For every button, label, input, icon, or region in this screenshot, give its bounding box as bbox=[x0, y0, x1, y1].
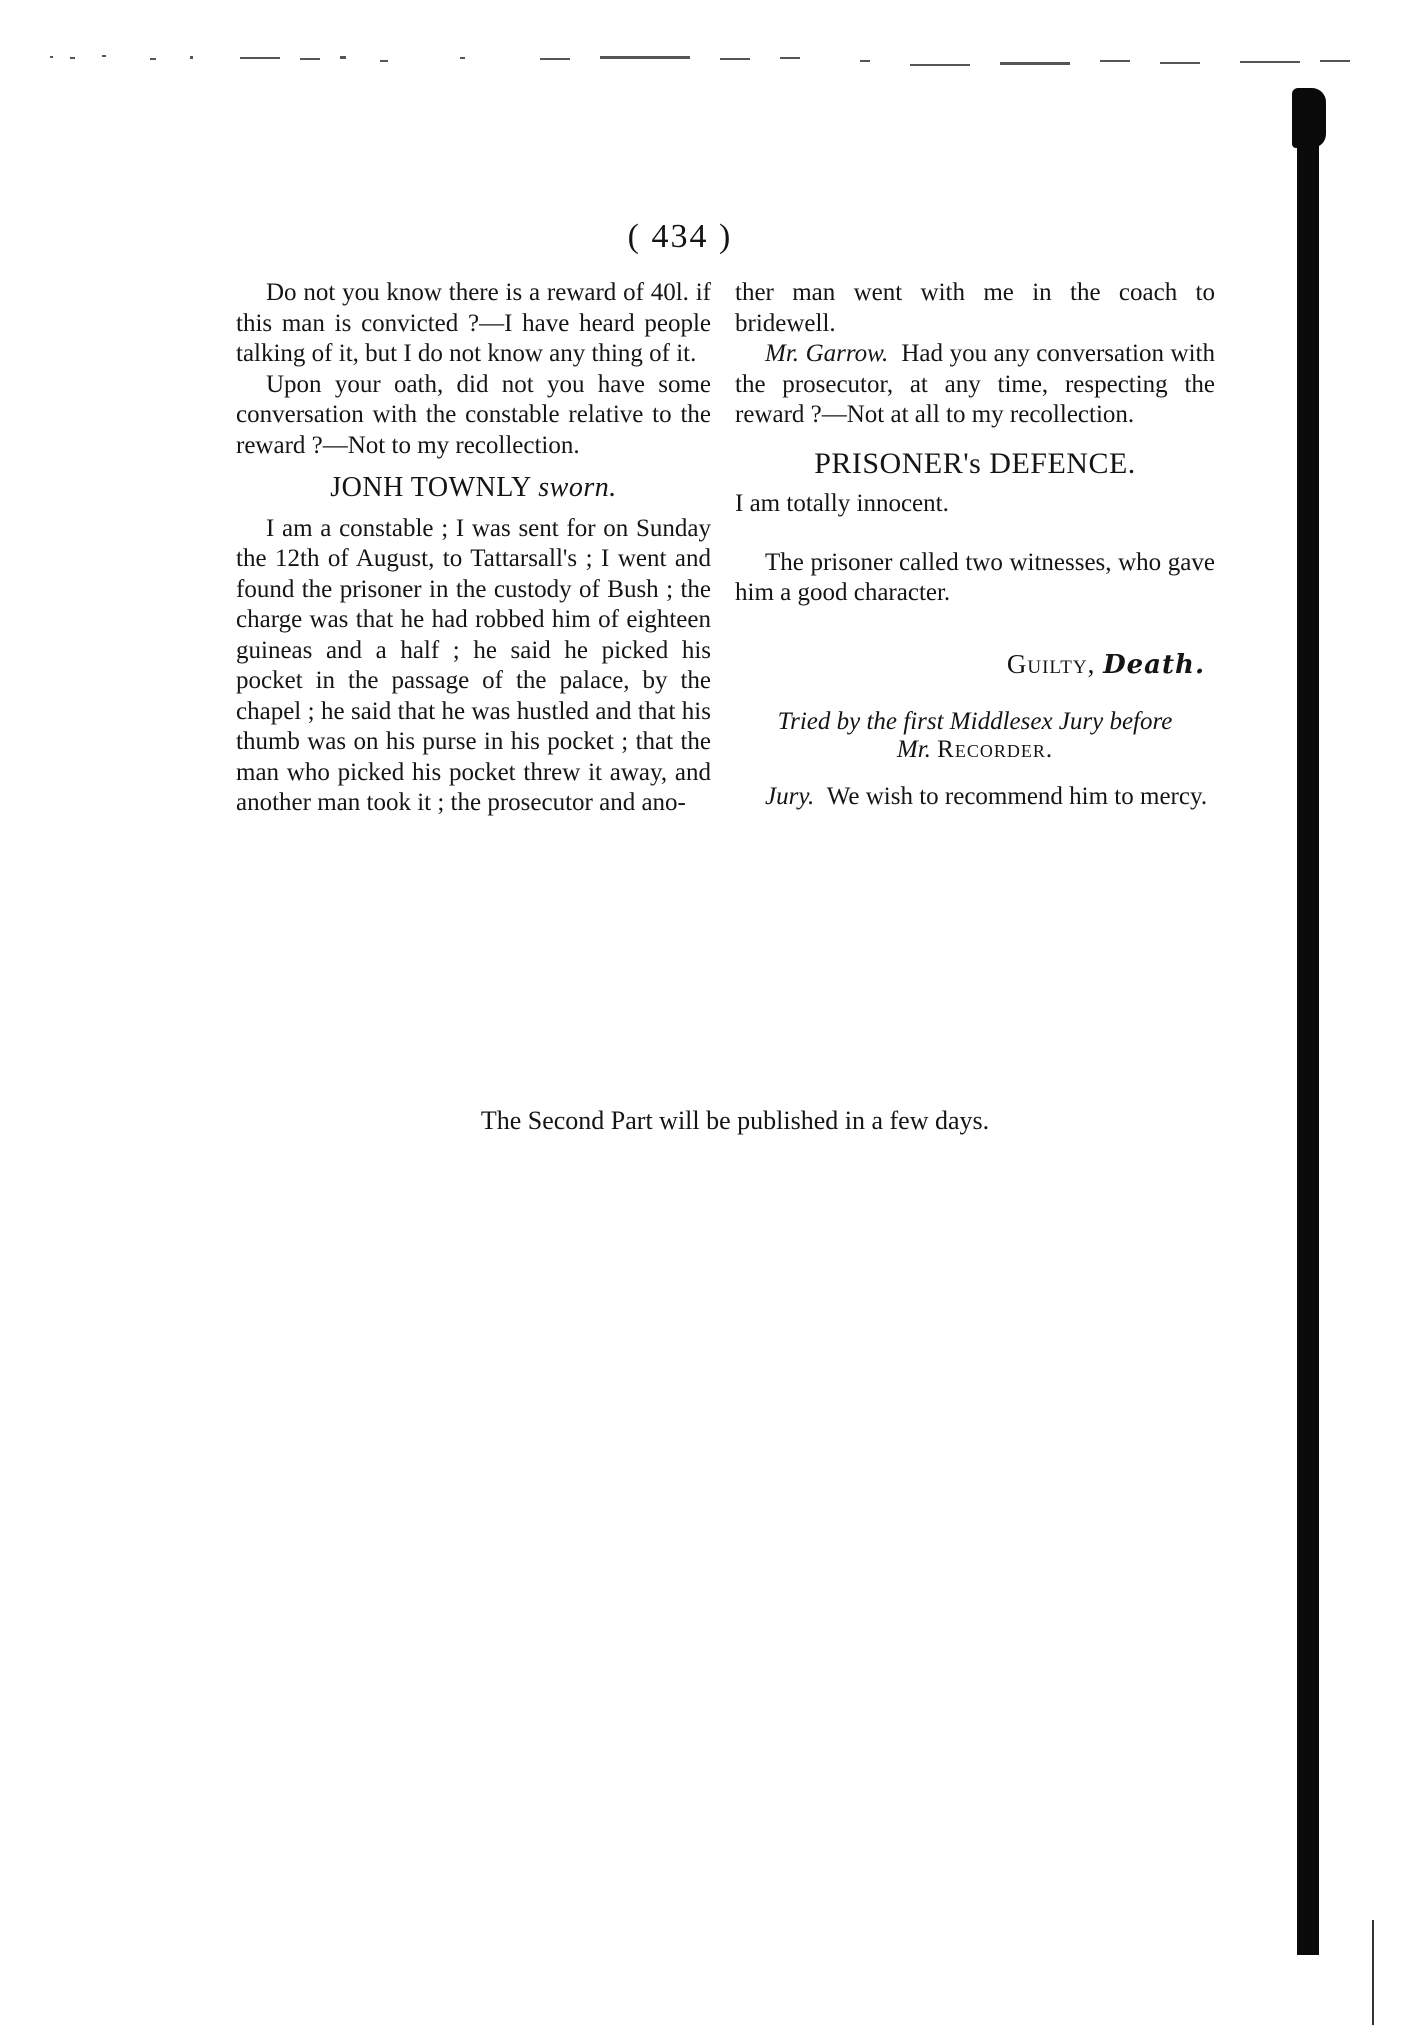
constable-testimony-paragraph: I am a constable ; I was sent for on Sunday the 12th of August, to Tattarsall's ; I went and found the prisoner in the custody of Bush ; the charge was that he had robbed him of eighteen guineas and a half ; he said he picked his pocket in the passage of the palace, by the chapel ; he said that he was hustled and that his thumb was on his purse in his pocket ; that the man who picked his pocket threw it away, and another man took it ; the prosecutor and ano- bbox=[236, 514, 711, 816]
jury-text: We wish to recommend him to mercy. bbox=[826, 783, 1208, 810]
trial-note-prefix: Mr. bbox=[896, 736, 931, 763]
testimony-continuation: ther man went with me in the coach to bridewell. bbox=[735, 279, 1215, 337]
verdict-word: Guilty, bbox=[1006, 648, 1096, 679]
trial-note-line1: Tried by the first Middlesex Jury before bbox=[777, 708, 1173, 735]
question-oath-paragraph: Upon your oath, did not you have some conversation with the constable relative to the reward ?—Not to my recollection. bbox=[236, 370, 711, 459]
jury-speaker: Jury. bbox=[765, 783, 815, 810]
trial-note bbox=[735, 708, 1215, 764]
page-edge-line bbox=[1372, 1920, 1374, 2025]
garrow-question-text: Had you any conversation with the prosecutor, at any time, respecting the reward ?—Not at all to my recollection. bbox=[735, 340, 1216, 428]
witness-sworn: sworn. bbox=[538, 472, 617, 503]
second-part-note: The Second Part will be published in a few days. bbox=[480, 1106, 990, 1135]
trial-note-recorder: Recorder. bbox=[937, 736, 1054, 763]
garrow-speaker: Mr. Garrow. bbox=[765, 340, 889, 367]
defence-statement: I am totally innocent. bbox=[735, 490, 949, 517]
defence-heading: PRISONER's DEFENCE. bbox=[814, 446, 1136, 480]
scan-noise-top bbox=[40, 48, 1380, 72]
verdict-line bbox=[735, 649, 1205, 681]
witnesses-paragraph: The prisoner called two witnesses, who gave him a good character. bbox=[735, 548, 1215, 606]
trial-note-line2 bbox=[735, 736, 1215, 764]
verdict-sentence: Death. bbox=[1103, 649, 1205, 680]
page-number: ( 434 ) bbox=[627, 218, 733, 255]
question-reward-paragraph: Do not you know there is a reward of 40l. if this man is convicted ?—I have heard people talking of it, but I do not know any thing of it. bbox=[236, 279, 711, 367]
jury-recommendation bbox=[735, 782, 1215, 813]
left-column bbox=[236, 278, 711, 819]
garrow-question-paragraph bbox=[735, 339, 1215, 431]
witness-heading bbox=[236, 473, 711, 504]
binding-edge-bar bbox=[1297, 90, 1319, 1955]
witness-name: JONH TOWNLY bbox=[330, 472, 531, 503]
right-column bbox=[735, 278, 1215, 813]
